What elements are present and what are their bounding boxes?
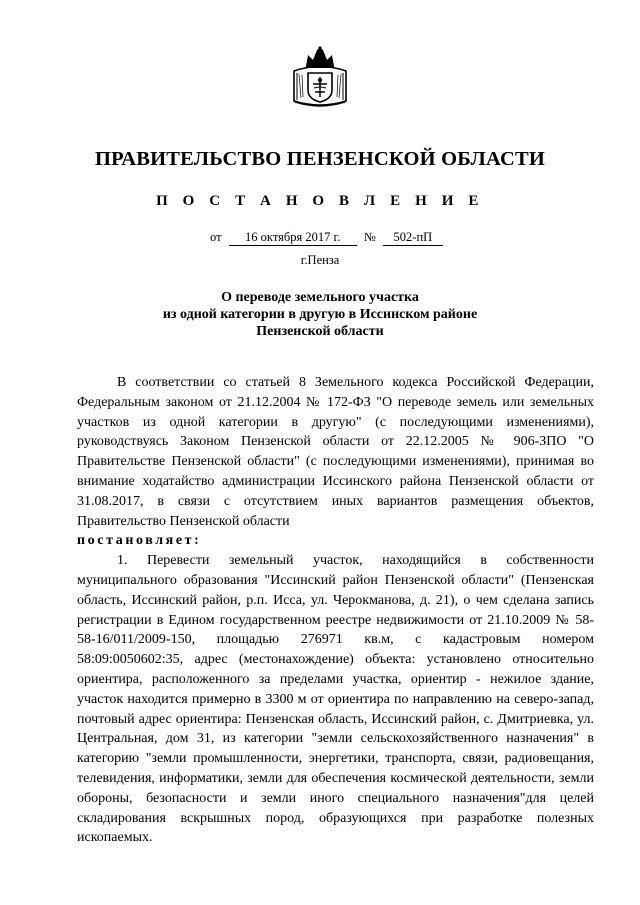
government-title: ПРАВИТЕЛЬСТВО ПЕНЗЕНСКОЙ ОБЛАСТИ (95, 148, 545, 170)
document-date: 16 октября 2017 г. (229, 230, 357, 246)
subject-line: из одной категории в другую в Иссинском районе (162, 307, 478, 322)
subject-line: Пензенской области (256, 324, 384, 339)
subject-line: О переводе земельного участка (221, 290, 419, 305)
document-body (77, 373, 594, 848)
preamble-paragraph: В соответствии со статьей 8 Земельного кодекса Российской Федерации, Федеральным законом от 21.12.2004 № 172-ФЗ "О переводе земель или земельных участков из одной категории в другую" (с последующими изменениями), руководствуясь Законом Пензенской области от 22.12.2005 № 906-ЗПО "О Правительстве Пензенской области" (с последующими изменениями), принимая во внимание ходатайство администрации Иссинского района Пензенской области от 31.08.2017, в связи с отсутствием иных вариантов размещения объектов, Правительство Пензенской области (77, 375, 594, 529)
item-1-paragraph: 1. Перевести земельный участок, находящийся в собственности муниципального образования "Иссинский район Пензенской области" (Пензенская область, Иссинский район, р.п. Исса, ул. Черокманова, д. 21), о чем сделана запись регистрации в Едином государственном реестре недвижимости от 21.10.2009 № 58-58-16/011/2009-150, площадью 276971 кв.м, с кадастровым номером 58:09:0050602:35, адрес (местонахождение) объекта: установлено относительно ориентира, расположенного за пределами участка, ориентир - нежилое здание, участок находится примерно в 3300 м от ориентира по направлению на северо-запад, почтовый адрес ориентира: Пензенская область, Иссинский район, с. Дмитриевка, ул. Центральная, дом 31, из категории "земли сельскохозяйственного назначения" в категорию "земли промышленности, энергетики, транспорта, связи, радиовещания, телевидения, информатики, земли для обеспечения космической деятельности, земли обороны, безопасности и земли иного специального назначения"для целей складирования вскрышных пород, образующихся при разработке полезных ископаемых. (77, 553, 594, 846)
city: г.Пенза (300, 253, 340, 267)
document-number: 502-пП (383, 230, 443, 246)
document-type: П О С Т А Н О В Л Е Н И Е (156, 193, 484, 209)
coat-of-arms-penza-icon (291, 46, 349, 110)
number-sign: № (363, 230, 376, 244)
date-prefix: от (210, 230, 222, 244)
document-subject (0, 289, 640, 340)
decree-word: постановляет: (77, 533, 202, 549)
date-number-line (210, 230, 443, 246)
